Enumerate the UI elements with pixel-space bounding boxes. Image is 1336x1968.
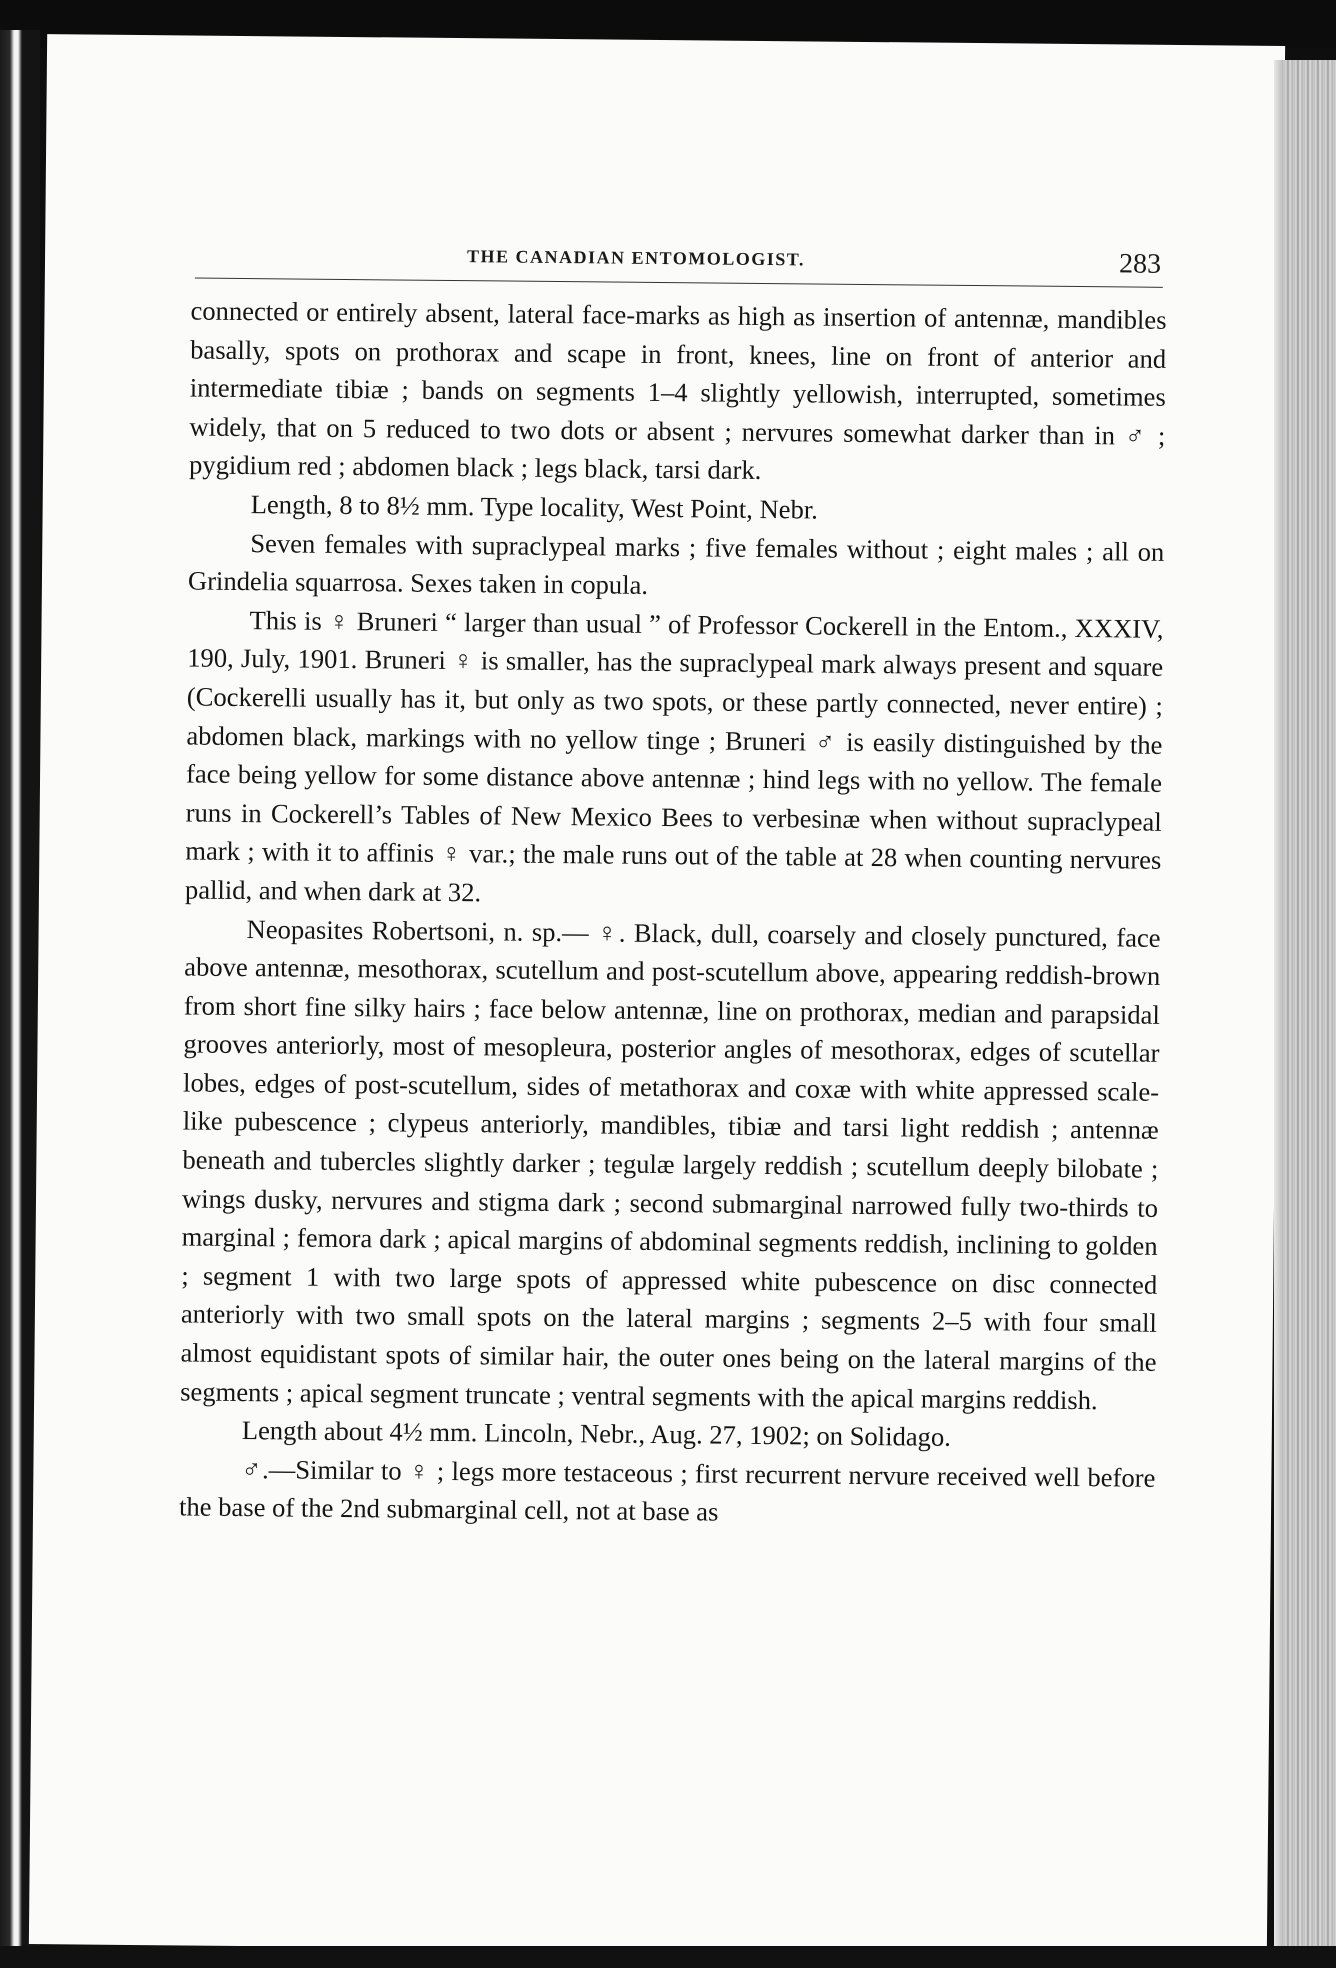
paragraph: Length, 8 to 8½ mm. Type locality, West Point, Nebr. bbox=[250, 489, 819, 525]
paragraph: ♂.—Similar to ♀ ; legs more testaceous ; first recurrent nervure received well before the base of the 2nd submarginal cell, not at base as bbox=[178, 1453, 1156, 1528]
paragraph: Neopasites Robertsoni, n. sp.— ♀. Black, dull, coarsely and closely punctured, face above antennæ, mesothorax, scutellum and post-scutellum above, appearing reddish-brown from short fine silky hairs ; face below antennæ, line on prothorax, median and parapsidal grooves anteriorly, most of mesopleura, posterior angles of mesothorax, edges of scutellar lobes, edges of post-scutellum, sides of metathorax and coxæ with white appressed scale-like pubescence ; clypeus anteriorly, mandibles, tibiæ and tarsi light reddish ; antennæ beneath and tubercles slightly darker ; tegulæ largely reddish ; scutellum deeply bilobate ; wings dusky, nervures and stigma dark ; second submarginal narrowed fully two-thirds to marginal ; femora dark ; apical margins of abdominal segments reddish, inclining to golden ; segment 1 with two large spots of appressed white pubescence on disc connected anteriorly with two small spots on the lateral margins ; segments 2–5 with four small almost equidistant spots of similar hair, the outer ones being on the lateral margins of the segments ; apical segment truncate ; ventral segments with the apical margins reddish. bbox=[180, 913, 1161, 1415]
running-title: THE CANADIAN ENTOMOLOGIST. bbox=[466, 246, 806, 270]
paragraph: This is ♀ Bruneri “ larger than usual ” of Professor Cockerell in the Entom., XXXIV, 190, July, 1901. Bruneri ♀ is smaller, has the supraclypeal mark always present and square (Cockerelli usually has it, but only as two spots, or these partly connected, never entire) ; abdomen black, markings with no yellow tinge ; Bruneri ♂ is easily distinguished by the face being yellow for some distance above antennæ ; hind legs with no yellow. The female runs in Cockerell’s Tables of New Mexico Bees to verbesinæ when without supraclypeal mark ; with it to affinis ♀ var.; the male runs out of the table at 28 when counting nervures pallid, and when dark at 32. bbox=[184, 604, 1164, 908]
paragraph: connected or entirely absent, lateral face-marks as high as insertion of antennæ, mandibles basally, spots on prothorax and scape in front, knees, line on front of anterior and intermediate tibiæ ; bands on segments 1–4 slightly yellowish, interrupted, sometimes widely, that on 5 reduced to two dots or absent ; nervures somewhat darker than in ♂ ; pygidium red ; abdomen black ; legs black, tarsi dark. bbox=[188, 295, 1167, 486]
header-rule bbox=[195, 278, 1163, 288]
body-text bbox=[179, 291, 1167, 1535]
page-stack-edge bbox=[1274, 60, 1336, 1968]
paragraph: Length about 4½ mm. Lincoln, Nebr., Aug. 27, 1902; on Solidago. bbox=[241, 1415, 952, 1453]
scan-bottom-border bbox=[0, 1946, 1336, 1968]
paragraph: Seven females with supraclypeal marks ; five females without ; eight males ; all on Grindelia squarrosa. Sexes taken in copula. bbox=[187, 527, 1165, 601]
page-header bbox=[195, 236, 1163, 291]
book-page bbox=[29, 34, 1285, 1956]
page-number: 283 bbox=[1118, 248, 1162, 280]
